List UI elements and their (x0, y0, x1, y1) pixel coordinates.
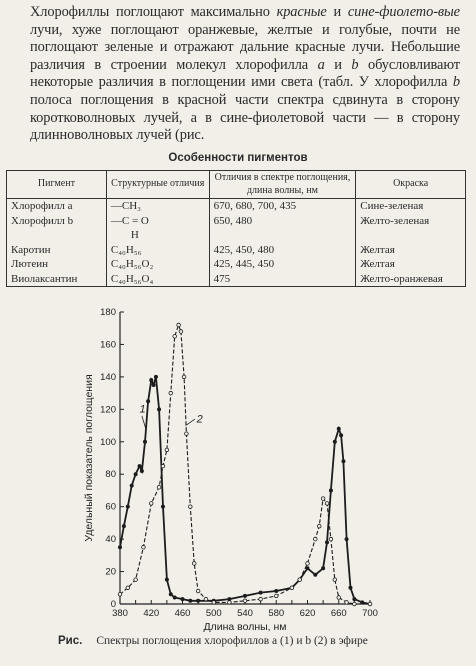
data-point (118, 545, 122, 549)
italic-text: b (351, 56, 359, 73)
x-tick-label: 420 (143, 608, 160, 619)
data-point (368, 602, 372, 606)
table-cell: C₄₀H₅₆O₂ (106, 257, 209, 272)
table-cell: Сине-зеленая (356, 199, 466, 214)
text-run: и (326, 4, 348, 20)
body-paragraph (30, 4, 460, 145)
data-point (142, 545, 146, 549)
x-tick-label: 380 (112, 608, 128, 619)
data-point (204, 597, 208, 601)
data-point (313, 573, 317, 577)
data-point (126, 505, 130, 509)
y-tick-label: 120 (100, 404, 116, 416)
x-tick-label: 460 (174, 608, 191, 619)
x-tick-label: 580 (268, 608, 285, 619)
data-point (228, 601, 232, 605)
table-cell: 670, 680, 700, 435 (209, 199, 356, 214)
data-point (243, 599, 247, 603)
data-point (161, 464, 165, 468)
italic-text: сине-фиолето-вые (347, 4, 460, 20)
table-row (7, 272, 466, 287)
data-point (185, 432, 189, 436)
y-tick-label: 160 (100, 339, 116, 351)
data-point (169, 391, 173, 395)
data-point (161, 505, 165, 509)
table-cell: Желтая (356, 243, 466, 258)
data-point (138, 464, 142, 468)
data-point (298, 578, 302, 582)
data-point (146, 399, 150, 403)
series-label-1: 1 (139, 403, 146, 416)
data-point (152, 383, 156, 387)
table-cell: C₄₀H₅₆O₄ (106, 272, 209, 287)
y-axis-label: Удельный показатель поглощения (83, 374, 95, 542)
data-point (348, 586, 352, 590)
data-point (345, 537, 349, 541)
data-point (182, 375, 186, 379)
data-point (173, 596, 177, 600)
data-point (337, 596, 341, 600)
table-cell (7, 228, 107, 243)
table-cell: Хлорофилл a (7, 199, 107, 214)
table-cell: Желтая (356, 257, 466, 272)
data-point (179, 330, 183, 334)
data-point (196, 599, 200, 603)
data-point (181, 597, 185, 601)
data-point (154, 375, 158, 379)
table-cell: 650, 480 (209, 214, 356, 229)
data-point (321, 566, 325, 570)
table-row (7, 228, 466, 243)
data-point (134, 472, 138, 476)
y-tick-label: 180 (100, 307, 116, 318)
header-cell: Отличия в спектре поглощения, длина волны, нм (209, 171, 356, 199)
data-point (353, 602, 357, 606)
y-tick-label: 140 (100, 371, 116, 383)
data-point (274, 589, 278, 593)
table-cell: Лютеин (7, 257, 107, 272)
text-run: Хлорофиллы поглощают максимально (30, 4, 277, 20)
text-run: и (324, 56, 352, 73)
x-tick-label: 540 (237, 608, 253, 619)
data-point (329, 537, 333, 541)
data-point (341, 459, 345, 463)
table-cell (356, 228, 466, 243)
data-point (143, 440, 147, 444)
data-point (274, 594, 278, 598)
y-tick-label: 40 (105, 534, 116, 546)
table-cell: Желто-зеленая (356, 214, 466, 229)
data-point (290, 586, 294, 590)
y-tick-label: 60 (105, 501, 116, 513)
data-point (157, 407, 161, 411)
y-tick-label: 0 (110, 599, 116, 610)
data-point (333, 578, 337, 582)
data-point (126, 586, 130, 590)
header-cell: Пигмент (7, 171, 107, 199)
data-point (165, 448, 169, 452)
series-label-leader-1 (142, 416, 146, 429)
italic-text: a (317, 56, 325, 73)
data-point (130, 484, 134, 488)
data-point (189, 505, 193, 509)
table-header-row (7, 171, 466, 199)
table-row (7, 199, 466, 214)
data-point (325, 502, 329, 506)
table-cell: Хлорофилл b (7, 214, 107, 229)
italic-text: b (452, 74, 460, 91)
table-row (7, 214, 466, 229)
pigments-table (6, 170, 466, 287)
table-row (7, 243, 466, 258)
x-tick-label: 500 (205, 608, 222, 619)
data-point (140, 469, 144, 473)
data-point (325, 540, 329, 544)
text-run: лучи, хуже поглощают оранжевые, желтые и голубые, почти не поглощают зеленые и отражают дальние красные лучи. Небольшие различия в строении молекул хлорофилла (30, 21, 460, 73)
data-point (157, 485, 161, 489)
data-point (149, 378, 153, 382)
series-label-leader-2 (186, 419, 195, 425)
series-label-2: 2 (196, 413, 203, 426)
x-tick-label: 660 (330, 608, 347, 619)
data-point (165, 578, 169, 582)
data-point (259, 597, 263, 601)
data-point (149, 502, 153, 506)
y-tick-label: 80 (105, 469, 116, 481)
data-point (173, 335, 177, 339)
data-point (306, 562, 310, 566)
data-point (329, 488, 333, 492)
data-point (259, 591, 263, 595)
data-point (243, 594, 247, 598)
data-point (192, 562, 196, 566)
absorption-chart (70, 300, 390, 640)
x-tick-label: 620 (299, 608, 316, 619)
data-point (118, 592, 122, 596)
caption-text: Спектры поглощения хлорофиллов a (1) и b (2) в эфире (96, 635, 368, 647)
italic-text: красные (276, 4, 327, 20)
data-point (352, 597, 356, 601)
data-point (337, 427, 341, 431)
x-axis-label: Длина волны, нм (203, 621, 287, 633)
header-cell: Структурные отличия (106, 171, 209, 199)
table-cell: —CH₃ (106, 199, 209, 214)
table-cell: Виолаксантин (7, 272, 107, 287)
table-cell: Каротин (7, 243, 107, 258)
text-run: обусловливают некоторые различия в поглощении ими света (табл. У хлорофилла (30, 56, 460, 91)
data-point (345, 601, 349, 605)
data-point (314, 537, 318, 541)
data-point (333, 440, 337, 444)
y-tick-label: 20 (105, 566, 116, 578)
data-point (122, 524, 126, 528)
table-cell: 425, 450, 480 (209, 243, 356, 258)
table-cell: —C = O (106, 214, 209, 229)
data-point (321, 497, 325, 501)
table-row (7, 257, 466, 272)
data-point (134, 578, 138, 582)
table-cell: 425, 445, 450 (209, 257, 356, 272)
figure-caption (58, 635, 368, 647)
data-point (169, 592, 173, 596)
table-cell: 475 (209, 272, 356, 287)
table-cell: C₄₀H₅₆ (106, 243, 209, 258)
caption-label: Рис. (58, 635, 83, 647)
data-point (177, 323, 181, 327)
chart-svg (70, 300, 390, 640)
text-run: полоса поглощения в красной части спектра сдвинута в сторону коротковолновых лучей, а в сине-фиолетовой части — в сторону длинноволновых лучей (рис. (30, 91, 460, 144)
header-cell: Окраска (356, 171, 466, 199)
data-point (196, 589, 200, 593)
table-cell (209, 228, 356, 243)
table-title: Особенности пигментов (168, 152, 308, 164)
data-point (212, 601, 216, 605)
data-point (188, 599, 192, 603)
data-point (317, 524, 321, 528)
x-tick-label: 700 (362, 608, 378, 619)
table-cell: Желто-оранжевая (356, 272, 466, 287)
table-cell: H (106, 228, 209, 243)
data-point (339, 433, 343, 437)
y-tick-label: 100 (100, 436, 116, 448)
